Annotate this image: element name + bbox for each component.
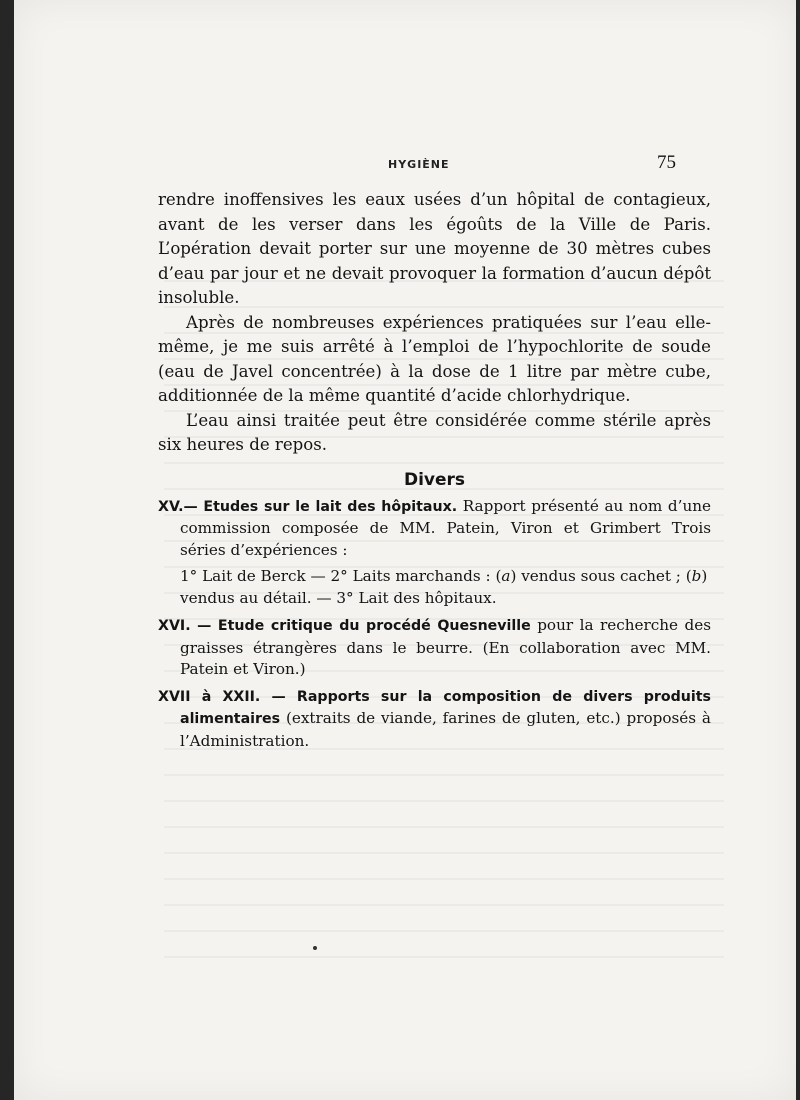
entry-xvi [158, 615, 711, 681]
page-body [158, 188, 711, 757]
sub-text: ) vendus sous cachet ; ( [510, 567, 692, 585]
sub-text: ) vendus au détail. — 3° Lait des hôpitaux. [180, 567, 708, 607]
entry-heading: XV.— Etudes sur le lait des hôpitaux. [158, 498, 458, 515]
sub-label-b: b [691, 567, 702, 585]
entry-text: (extraits de viande, farines de gluten, etc.) proposés à l’Administration. [180, 709, 711, 750]
entry-text: Rapport présenté au nom d’une commission composée de MM. Patein, Viron et Grimbert Trois séries d’expériences : [180, 496, 711, 559]
ink-speck [313, 946, 317, 950]
entry-heading: XVII à XXII. — Rapports sur la composition de divers produits alimentaires [158, 688, 711, 727]
page-header [14, 152, 796, 182]
entry-text: pour la recherche des graisses étrangères dans le beurre. (En collaboration avec MM. Patein et Viron.) [180, 616, 711, 678]
page-number: 75 [657, 152, 676, 173]
sub-text: 1° Lait de Berck — 2° Laits marchands : ( [180, 567, 502, 585]
paragraph: L’eau ainsi traitée peut être considérée comme stérile après six heures de repos. [158, 410, 711, 454]
sub-label-a: a [501, 567, 511, 585]
document-page [14, 0, 796, 1100]
paragraph: rendre inoffensives les eaux usées d’un hôpital de contagieux, avant de les verser dans les égoûts de la Ville de Paris. L’opération devait porter sur une moyenne de 30 mètres cubes d’eau par jour et ne devait provoquer la formation d’aucun dépôt insoluble. [158, 190, 711, 307]
section-title: Divers [403, 469, 466, 490]
entry-xv [158, 496, 711, 562]
entry-sublist [158, 566, 711, 609]
running-head: HYGIÈNE [388, 158, 450, 171]
paragraph: Après de nombreuses expériences pratiquées sur l’eau elle-même, je me suis arrêté à l’emploi de l’hypochlorite de soude (eau de Javel concentrée) à la dose de 1 litre par mètre cube, additionnée de la même quantité d’acide chlorhydrique. [158, 312, 711, 405]
entry-xvii-xxii [158, 686, 711, 753]
entry-heading: XVI. — Etude critique du procédé Quesneville [158, 618, 531, 634]
